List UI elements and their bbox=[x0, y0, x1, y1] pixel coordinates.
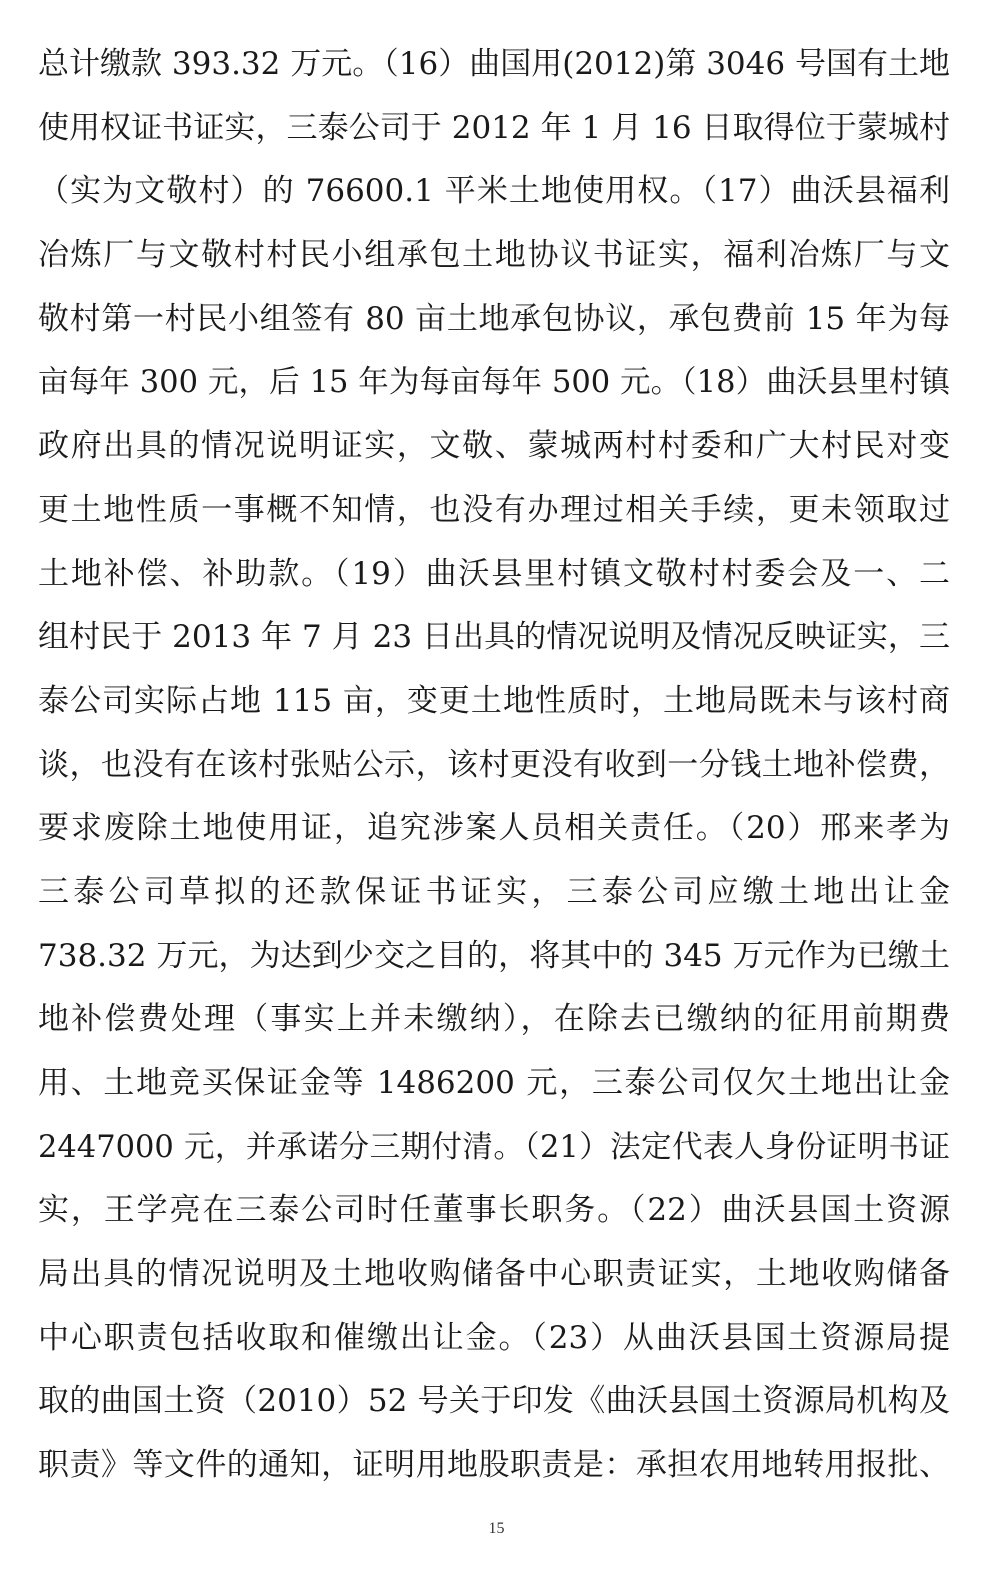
text-line: 要求废除土地使用证，追究涉案人员相关责任。（20）邢来孝为 bbox=[38, 810, 950, 847]
text-line: 政府出具的情况说明证实，文敬、蒙城两村村委和广大村民对变 bbox=[38, 428, 950, 465]
text-line: 局出具的情况说明及土地收购储备中心职责证实，土地收购储备 bbox=[38, 1256, 950, 1293]
page-number: 15 bbox=[488, 1520, 505, 1537]
text-line: 用、土地竞买保证金等 1486200 元，三泰公司仅欠土地出让金 bbox=[38, 1065, 950, 1101]
text-line: 冶炼厂与文敬村村民小组承包土地协议书证实，福利冶炼厂与文 bbox=[38, 237, 950, 274]
text-line: 使用权证书证实，三泰公司于 2012 年 1 月 16 日取得位于蒙城村 bbox=[38, 109, 950, 146]
text-line: 谈，也没有在该村张贴公示，该村更没有收到一分钱土地补偿费， bbox=[38, 746, 950, 783]
text-line: 土地补偿、补助款。（19）曲沃县里村镇文敬村村委会及一、二 bbox=[38, 555, 950, 592]
text-line: 2447000 元，并承诺分三期付清。（21）法定代表人身份证明书证 bbox=[38, 1129, 950, 1165]
text-line: 职责》等文件的通知，证明用地股职责是：承担农用地转用报批、 bbox=[38, 1447, 950, 1484]
text-line: 亩每年 300 元，后 15 年为每亩每年 500 元。（18）曲沃县里村镇 bbox=[38, 365, 950, 401]
text-line: 738.32 万元，为达到少交之目的，将其中的 345 万元作为已缴土 bbox=[38, 937, 950, 974]
text-line: 总计缴款 393.32 万元。（16）曲国用(2012)第 3046 号国有土地 bbox=[38, 46, 950, 82]
text-line: 实，王学亮在三泰公司时任董事长职务。（22）曲沃县国土资源 bbox=[38, 1192, 950, 1229]
text-line: 组村民于 2013 年 7 月 23 日出具的情况说明及情况反映证实，三 bbox=[38, 619, 950, 656]
text-line: 敬村第一村民小组签有 80 亩土地承包协议，承包费前 15 年为每 bbox=[38, 300, 950, 337]
text-line: 取的曲国土资（2010）52 号关于印发《曲沃县国土资源局机构及 bbox=[38, 1383, 950, 1420]
text-line: 三泰公司草拟的还款保证书证实，三泰公司应缴土地出让金 bbox=[38, 873, 950, 910]
text-line: 更土地性质一事概不知情，也没有办理过相关手续，更未领取过 bbox=[38, 491, 950, 528]
text-line: 泰公司实际占地 115 亩，变更土地性质时，土地局既未与该村商 bbox=[38, 682, 950, 719]
body-text bbox=[38, 33, 950, 1498]
text-line: 地补偿费处理（事实上并未缴纳），在除去已缴纳的征用前期费 bbox=[38, 1001, 950, 1038]
text-line: 中心职责包括收取和催缴出让金。（23）从曲沃县国土资源局提 bbox=[38, 1319, 950, 1356]
text-line: （实为文敬村）的 76600.1 平米土地使用权。（17）曲沃县福利 bbox=[38, 173, 950, 210]
